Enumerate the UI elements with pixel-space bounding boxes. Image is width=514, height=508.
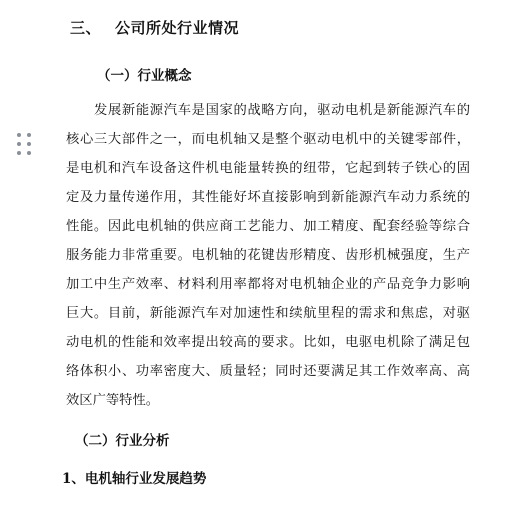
section-title: 公司所处行业情况 <box>115 19 240 37</box>
paragraph-line: 动电机的性能和效率提出较高的要求。比如，电驱电机除了满足包 <box>66 335 470 350</box>
subsubsection-heading-trend: 1、电机轴行业发展趋势 <box>62 471 207 487</box>
paragraph-line: 加工中生产效率、材料利用率都将对电机轴企业的产品竞争力影响 <box>66 277 470 292</box>
section-heading <box>70 17 239 38</box>
paragraph-line: 核心三大部件之一，而电机轴又是整个驱动电机中的关键零部件， <box>66 132 470 147</box>
subsection-heading-industry-concept: （一）行业概念 <box>97 68 192 84</box>
paragraph-line: 是电机和汽车设备这件机电能量转换的纽带，它起到转子铁心的固 <box>66 161 470 176</box>
paragraph-line: 巨大。目前，新能源汽车对加速性和续航里程的需求和焦虑，对驱 <box>66 306 470 321</box>
section-number: 三、 <box>70 19 102 37</box>
paragraph-line: 络体积小、功率密度大、质量轻；同时还要满足其工作效率高、高 <box>66 364 470 379</box>
paragraph-line: 服务能力非常重要。电机轴的花键齿形精度、齿形机械强度，生产 <box>66 248 470 263</box>
paragraph-line: 效区广等特性。 <box>66 393 160 408</box>
paragraph-line: 发展新能源汽车是国家的战略方向，驱动电机是新能源汽车的 <box>94 103 470 118</box>
industry-concept-paragraph <box>66 96 470 415</box>
subsection-heading-industry-analysis: （二）行业分析 <box>75 433 170 449</box>
paragraph-line: 定及力量传递作用，其性能好坏直接影响到新能源汽车动力系统的 <box>66 190 470 205</box>
drag-handle-icon[interactable] <box>14 131 36 157</box>
paragraph-line: 性能。因此电机轴的供应商工艺能力、加工精度、配套经验等综合 <box>66 219 470 234</box>
